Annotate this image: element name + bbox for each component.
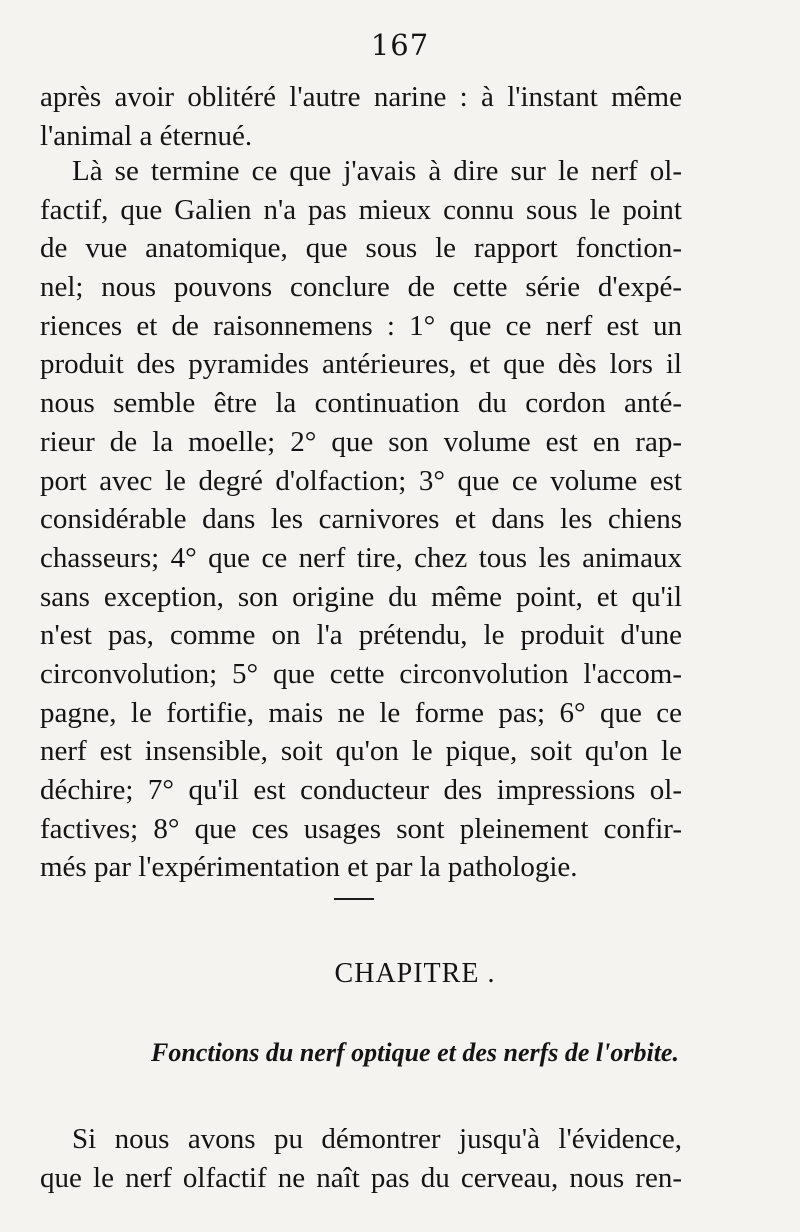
chapter-title: CHAPITRE . — [334, 958, 496, 989]
paragraph-3 — [40, 1120, 682, 1197]
text-line: factif, que Galien n'a pas mieux connu sous le point — [40, 193, 682, 226]
chapter-subtitle: Fonctions du nerf optique et des nerfs de l'orbite. — [151, 1038, 679, 1067]
paragraph-2 — [40, 152, 682, 887]
text-line: port avec le degré d'olfaction; 3° que ce volume est — [40, 464, 682, 497]
text-line: chasseurs; 4° que ce nerf tire, chez tous les animaux — [40, 541, 682, 574]
text-line: nerf est insensible, soit qu'on le pique, soit qu'on le — [40, 735, 682, 768]
text-line: de vue anatomique, que sous le rapport fonction- — [40, 232, 682, 265]
page-number: 167 — [370, 28, 430, 62]
paragraph-1 — [40, 78, 682, 155]
text-line: més par l'expérimentation et par la pathologie. — [40, 851, 578, 884]
text-line: circonvolution; 5° que cette circonvolution l'accom- — [40, 657, 682, 690]
text-line: n'est pas, comme on l'a prétendu, le produit d'une — [40, 619, 682, 652]
section-divider — [334, 898, 374, 900]
text-line: l'animal a éternué. — [40, 119, 253, 152]
text-line: rieur de la moelle; 2° que son volume est en rap- — [40, 425, 682, 458]
text-line: produit des pyramides antérieures, et que dès lors il — [40, 348, 682, 381]
text-line: après avoir oblitéré l'autre narine : à l'instant même — [40, 81, 682, 113]
text-line: factives; 8° que ces usages sont pleinement confir- — [40, 812, 682, 845]
text-line: Là se termine ce que j'avais à dire sur le nerf ol- — [72, 155, 682, 187]
text-line: considérable dans les carnivores et dans les chiens — [40, 503, 682, 536]
text-line: déchire; 7° qu'il est conducteur des impressions ol- — [40, 774, 682, 806]
text-line: que le nerf olfactif ne naît pas du cerveau, nous ren- — [40, 1161, 682, 1194]
text-line: nel; nous pouvons conclure de cette série d'expé- — [40, 271, 682, 304]
text-line: nous semble être la continuation du cordon anté- — [40, 387, 682, 420]
text-line: sans exception, son origine du même point, et qu'il — [40, 580, 682, 613]
text-line: pagne, le fortifie, mais ne le forme pas; 6° que ce — [40, 696, 682, 729]
text-line: Si nous avons pu démontrer jusqu'à l'évidence, — [72, 1123, 682, 1155]
text-line: riences et de raisonnemens : 1° que ce nerf est un — [40, 309, 682, 342]
